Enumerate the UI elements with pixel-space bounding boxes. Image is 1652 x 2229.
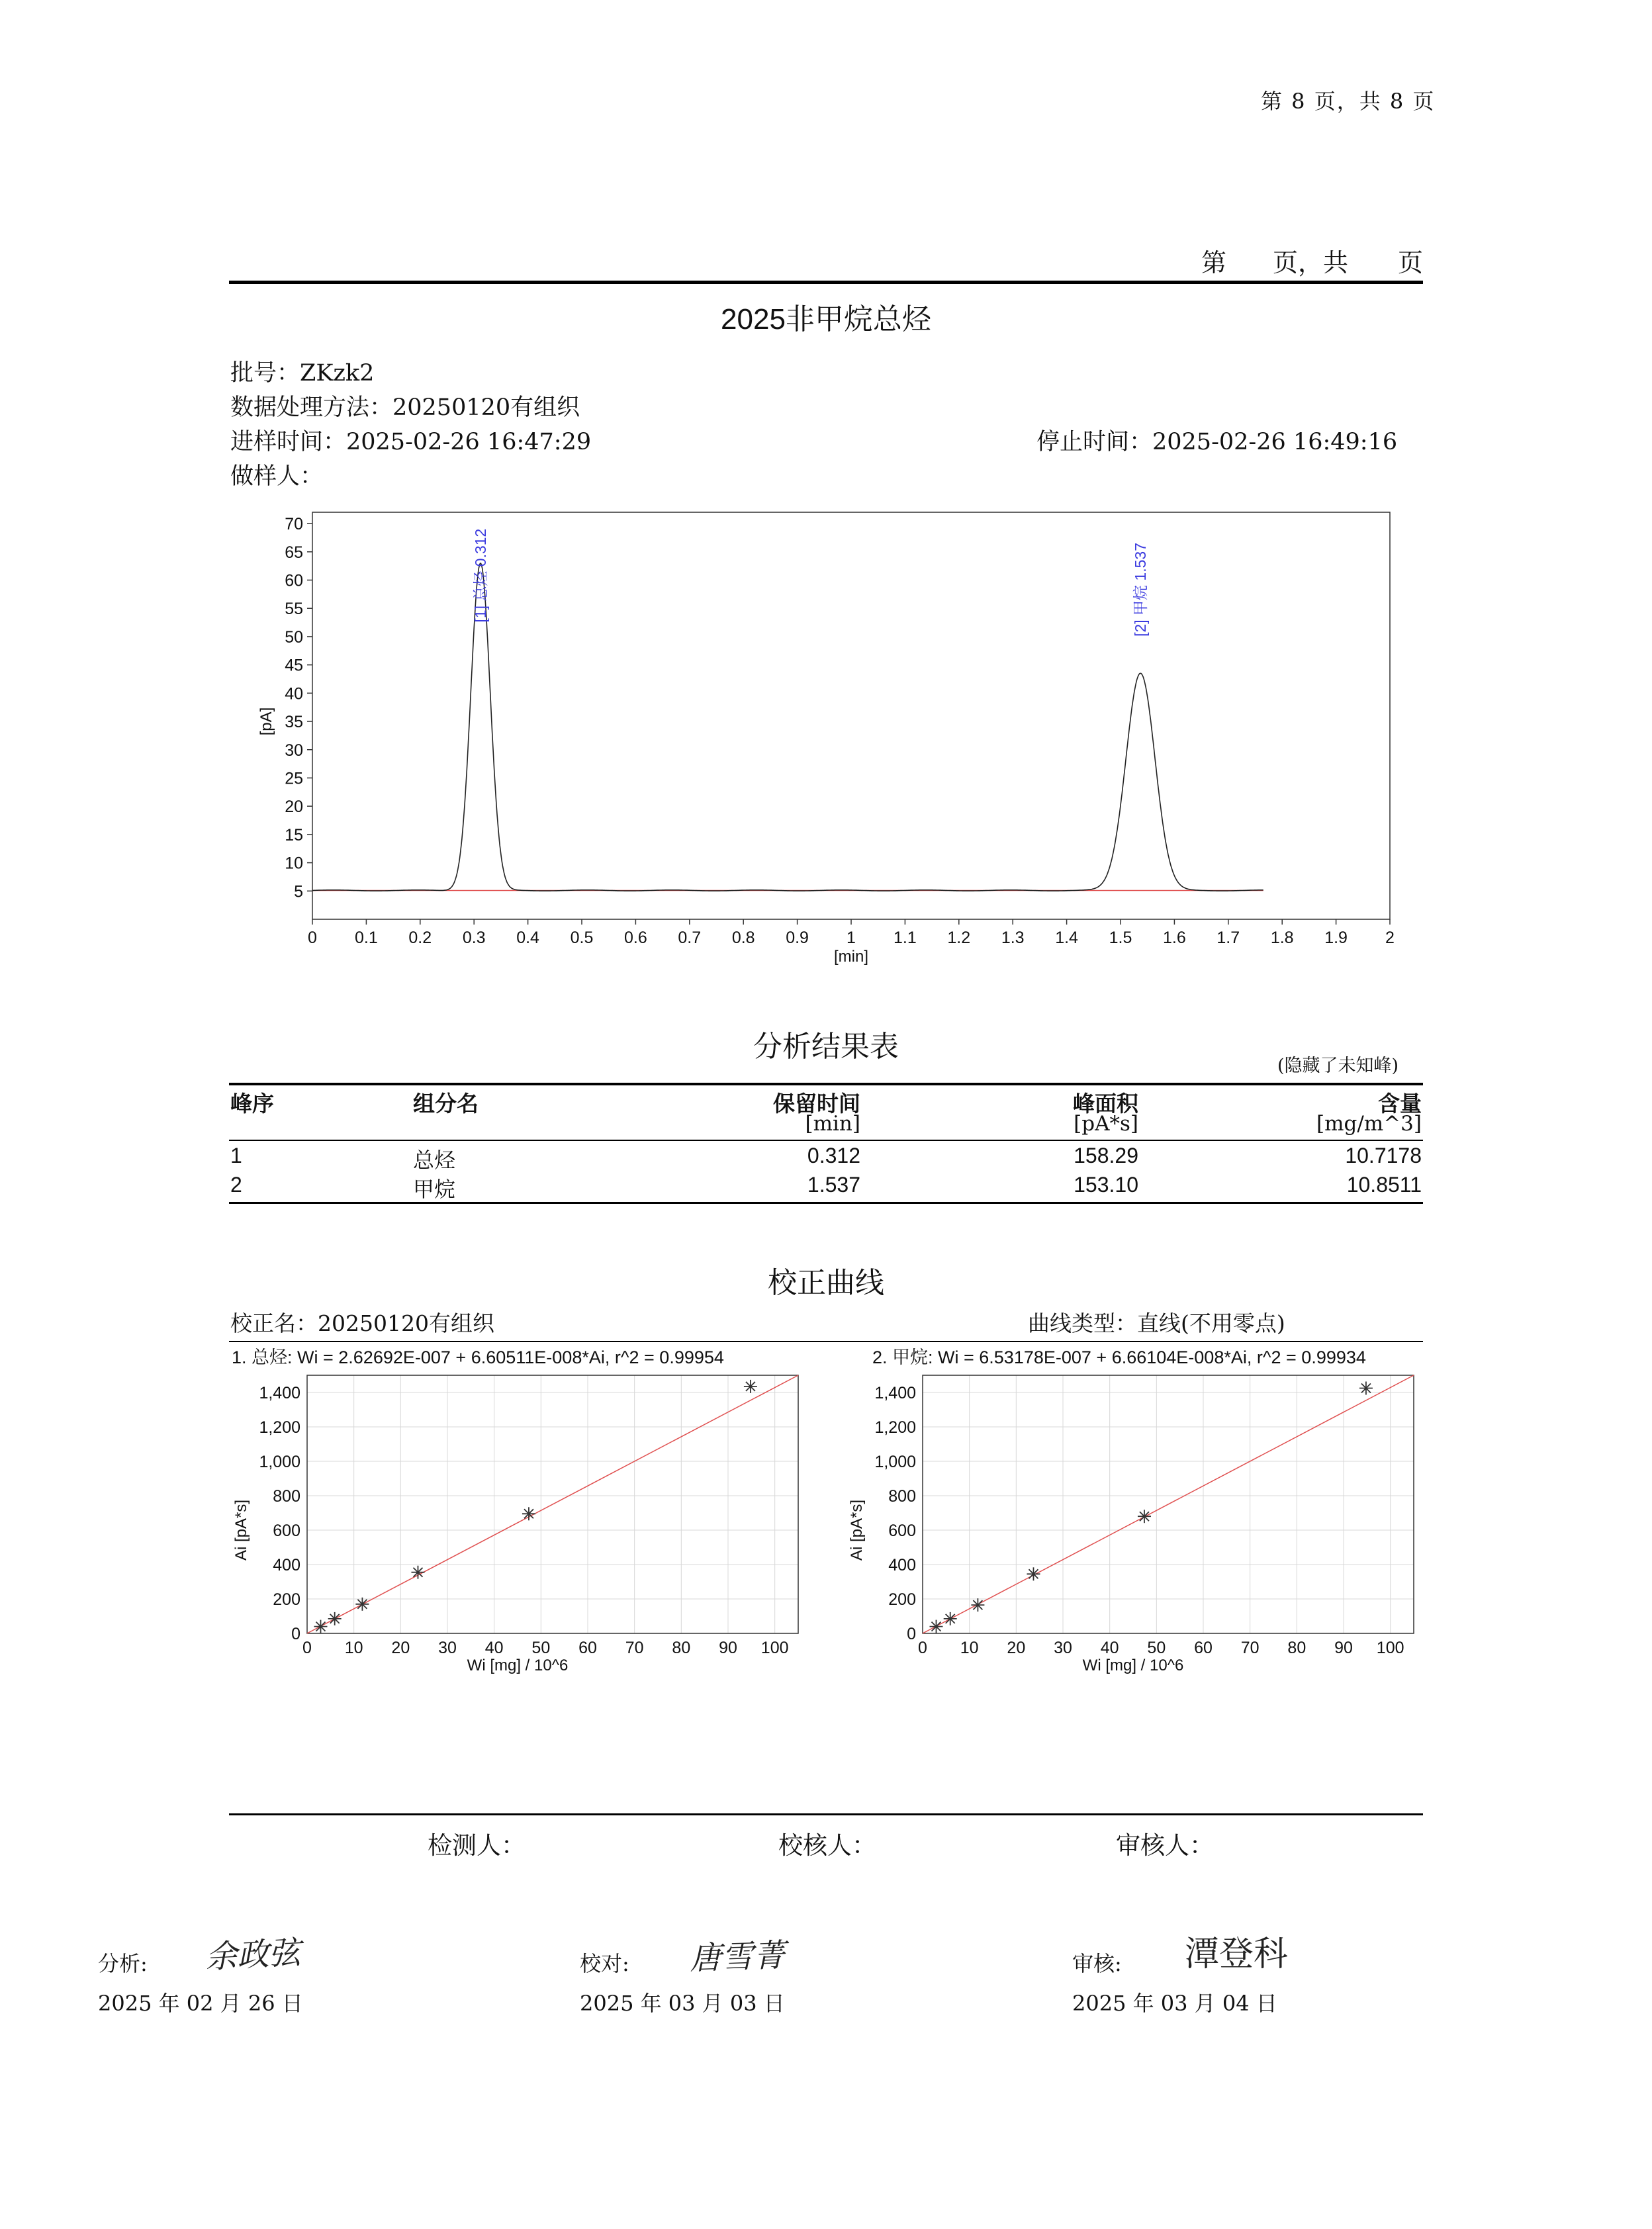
x-tick-label: 0.4 bbox=[516, 929, 539, 947]
sign-rule bbox=[229, 1813, 1423, 1815]
data-point bbox=[314, 1620, 327, 1633]
x-tick-label: 2 bbox=[1385, 929, 1395, 947]
x-axis-label: [min] bbox=[833, 948, 869, 966]
y-tick-label: 200 bbox=[888, 1590, 916, 1609]
row2-rt: 1.537 bbox=[807, 1173, 860, 1197]
x-tick-label: 0.6 bbox=[624, 929, 647, 947]
y-tick-label: 1,400 bbox=[259, 1384, 300, 1402]
report-page-label-3: 页 bbox=[1398, 248, 1424, 277]
y-tick-label: 400 bbox=[273, 1556, 300, 1574]
peak-label: [2] 甲烷 1.537 bbox=[1132, 542, 1150, 637]
y-tick-label: 45 bbox=[285, 656, 303, 675]
y-tick-label: 5 bbox=[294, 882, 303, 901]
x-tick-label: 1 bbox=[847, 929, 856, 947]
checker-label: 校核人： bbox=[778, 1831, 876, 1860]
report-page-label-2: 页，共 bbox=[1273, 248, 1349, 277]
data-point bbox=[744, 1380, 757, 1393]
y-tick-label: 1,200 bbox=[259, 1418, 300, 1437]
x-tick-label: 30 bbox=[438, 1639, 457, 1657]
header-rt: 保留时间 bbox=[773, 1091, 860, 1116]
y-tick-label: 55 bbox=[285, 600, 303, 619]
data-point bbox=[944, 1612, 957, 1625]
table-bottom-rule bbox=[229, 1202, 1423, 1204]
x-tick-label: 0.8 bbox=[731, 929, 755, 947]
y-tick-label: 20 bbox=[285, 797, 303, 817]
y-tick-label: 70 bbox=[285, 515, 303, 534]
injection-time: 进样时间：2025-02-26 16:47:29 bbox=[230, 429, 592, 455]
x-tick-label: 0.3 bbox=[462, 929, 486, 947]
x-tick-label: 0.2 bbox=[408, 929, 432, 947]
peak-label: [1] 总烃 0.312 bbox=[471, 528, 489, 623]
stop-time: 停止时间：2025-02-26 16:49:16 bbox=[1036, 429, 1398, 455]
tester-label: 检测人： bbox=[428, 1831, 526, 1860]
x-tick-label: 90 bbox=[719, 1639, 737, 1657]
x-tick-label: 100 bbox=[1376, 1639, 1404, 1657]
y-tick-label: 0 bbox=[291, 1625, 300, 1643]
signal-trace bbox=[312, 563, 1263, 891]
report-title: 2025非甲烷总烃 bbox=[721, 303, 931, 336]
row2-area: 153.10 bbox=[1074, 1173, 1138, 1197]
x-tick-label: 20 bbox=[391, 1639, 410, 1657]
x-tick-label: 70 bbox=[625, 1639, 644, 1657]
data-point bbox=[522, 1507, 535, 1520]
row1-content: 10.7178 bbox=[1345, 1144, 1422, 1167]
analysis-date: 2025 年 02 月 26 日 bbox=[98, 1991, 303, 2016]
x-tick-label: 30 bbox=[1054, 1639, 1072, 1657]
y-tick-label: 25 bbox=[285, 769, 303, 788]
y-tick-label: 40 bbox=[285, 684, 303, 704]
x-tick-label: 70 bbox=[1240, 1639, 1260, 1657]
calibration-name: 校正名：20250120有组织 bbox=[230, 1310, 494, 1336]
x-tick-label: 80 bbox=[1287, 1639, 1307, 1657]
proofread-signature: 唐雪菁 bbox=[689, 1936, 786, 1978]
y-tick-label: 800 bbox=[273, 1487, 300, 1506]
y-axis-label: Ai [pA*s] bbox=[848, 1499, 866, 1561]
x-tick-label: 1.8 bbox=[1270, 929, 1294, 947]
x-axis-label: Wi [mg] / 10^6 bbox=[467, 1657, 569, 1674]
x-tick-label: 40 bbox=[484, 1639, 504, 1657]
y-tick-label: 1,200 bbox=[874, 1418, 916, 1437]
header-area-unit: [pA*s] bbox=[1074, 1112, 1138, 1136]
y-tick-label: 600 bbox=[888, 1522, 916, 1540]
x-tick-label: 100 bbox=[760, 1639, 789, 1657]
chromatogram-chart bbox=[252, 503, 1403, 979]
row2-seq: 2 bbox=[230, 1173, 242, 1197]
x-tick-label: 1.4 bbox=[1055, 929, 1078, 947]
operator: 做样人： bbox=[230, 463, 324, 490]
x-tick-label: 1.1 bbox=[894, 929, 917, 947]
x-tick-label: 1.3 bbox=[1001, 929, 1025, 947]
x-tick-label: 50 bbox=[531, 1639, 551, 1657]
data-point bbox=[971, 1598, 984, 1612]
row2-content: 10.8511 bbox=[1346, 1173, 1422, 1197]
x-tick-label: 50 bbox=[1147, 1639, 1166, 1657]
data-point bbox=[1027, 1567, 1040, 1580]
x-tick-label: 0 bbox=[308, 929, 317, 947]
review-date: 2025 年 03 月 04 日 bbox=[1072, 1991, 1277, 2016]
x-tick-label: 10 bbox=[344, 1639, 363, 1657]
y-tick-label: 1,000 bbox=[259, 1453, 300, 1471]
x-tick-label: 0.5 bbox=[570, 929, 594, 947]
x-tick-label: 60 bbox=[1194, 1639, 1213, 1657]
y-tick-label: 200 bbox=[273, 1590, 300, 1609]
x-tick-label: 10 bbox=[960, 1639, 979, 1657]
x-tick-label: 1.5 bbox=[1109, 929, 1132, 947]
outer-page-number: 第 8 页，共 8 页 bbox=[1261, 89, 1436, 114]
header-content: 含量 bbox=[1378, 1091, 1422, 1116]
proofread-date: 2025 年 03 月 03 日 bbox=[580, 1991, 785, 2016]
y-tick-label: 60 bbox=[285, 571, 303, 590]
x-tick-label: 90 bbox=[1334, 1639, 1353, 1657]
x-tick-label: 40 bbox=[1100, 1639, 1119, 1657]
review-label: 审核: bbox=[1072, 1951, 1122, 1976]
y-axis-label: Ai [pA*s] bbox=[232, 1499, 250, 1561]
header-content-unit: [mg/m^3] bbox=[1316, 1112, 1422, 1136]
results-note: (隐藏了未知峰) bbox=[1277, 1056, 1399, 1076]
calibration-chart-2 bbox=[848, 1343, 1481, 1674]
header-area: 峰面积 bbox=[1073, 1091, 1138, 1116]
calibration-rule bbox=[229, 1341, 1423, 1342]
processing-method: 数据处理方法：20250120有组织 bbox=[230, 394, 580, 421]
x-tick-label: 1.9 bbox=[1324, 929, 1348, 947]
data-point bbox=[929, 1620, 942, 1633]
y-tick-label: 1,000 bbox=[874, 1453, 916, 1471]
row1-seq: 1 bbox=[230, 1144, 242, 1167]
report-page-label-1: 第 bbox=[1201, 248, 1227, 277]
x-tick-label: 0 bbox=[302, 1639, 312, 1657]
x-tick-label: 0.7 bbox=[678, 929, 702, 947]
results-title: 分析结果表 bbox=[753, 1030, 899, 1063]
y-tick-label: 0 bbox=[907, 1625, 916, 1643]
y-tick-label: 30 bbox=[285, 741, 303, 760]
analysis-label: 分析: bbox=[98, 1951, 148, 1976]
calibration-equation: 1. 总烃: Wi = 2.62692E-007 + 6.60511E-008*Ai, r^2 = 0.99954 bbox=[232, 1347, 724, 1367]
reviewer-label: 审核人： bbox=[1116, 1831, 1214, 1860]
fit-line bbox=[307, 1375, 798, 1633]
fit-line bbox=[923, 1375, 1414, 1633]
data-point bbox=[1138, 1510, 1151, 1523]
y-axis-label: [pA] bbox=[257, 707, 275, 736]
y-tick-label: 1,400 bbox=[874, 1384, 916, 1402]
data-point bbox=[355, 1598, 369, 1611]
header-seq: 峰序 bbox=[230, 1091, 274, 1116]
y-tick-label: 800 bbox=[888, 1487, 916, 1506]
x-tick-label: 60 bbox=[578, 1639, 597, 1657]
row1-area: 158.29 bbox=[1074, 1144, 1138, 1167]
x-tick-label: 20 bbox=[1007, 1639, 1026, 1657]
analysis-signature: 余政弦 bbox=[204, 1934, 302, 1976]
y-tick-label: 600 bbox=[273, 1522, 300, 1540]
calibration-title: 校正曲线 bbox=[768, 1267, 884, 1299]
row1-rt: 0.312 bbox=[807, 1144, 860, 1167]
header-rt-unit: [min] bbox=[805, 1112, 860, 1136]
proofread-label: 校对: bbox=[580, 1951, 629, 1976]
y-tick-label: 35 bbox=[285, 713, 303, 732]
y-tick-label: 65 bbox=[285, 543, 303, 562]
y-tick-label: 50 bbox=[285, 627, 303, 647]
row2-name: 甲烷 bbox=[413, 1177, 456, 1201]
batch-number: 批号：ZKzk2 bbox=[230, 360, 375, 387]
data-point bbox=[411, 1566, 424, 1579]
calibration-equation: 2. 甲烷: Wi = 6.53178E-007 + 6.66104E-008*Ai, r^2 = 0.99934 bbox=[872, 1347, 1366, 1367]
table-top-rule bbox=[229, 1083, 1423, 1085]
table-mid-rule bbox=[229, 1140, 1423, 1141]
x-tick-label: 80 bbox=[672, 1639, 691, 1657]
review-signature: 潭登科 bbox=[1185, 1934, 1289, 1974]
x-tick-label: 0 bbox=[918, 1639, 927, 1657]
row1-name: 总烃 bbox=[413, 1148, 456, 1172]
x-axis-label: Wi [mg] / 10^6 bbox=[1082, 1657, 1184, 1674]
header-name: 组分名 bbox=[413, 1091, 479, 1116]
curve-type: 曲线类型：直线(不用零点) bbox=[1028, 1310, 1285, 1336]
header-rule bbox=[229, 281, 1423, 284]
x-tick-label: 1.2 bbox=[947, 929, 971, 947]
calibration-chart-1 bbox=[229, 1343, 811, 1674]
x-tick-label: 0.1 bbox=[355, 929, 378, 947]
x-tick-label: 0.9 bbox=[786, 929, 809, 947]
data-point bbox=[328, 1612, 342, 1625]
y-tick-label: 10 bbox=[285, 854, 303, 873]
x-tick-label: 1.6 bbox=[1163, 929, 1186, 947]
x-tick-label: 1.7 bbox=[1216, 929, 1240, 947]
y-tick-label: 15 bbox=[285, 825, 303, 844]
y-tick-label: 400 bbox=[888, 1556, 916, 1574]
